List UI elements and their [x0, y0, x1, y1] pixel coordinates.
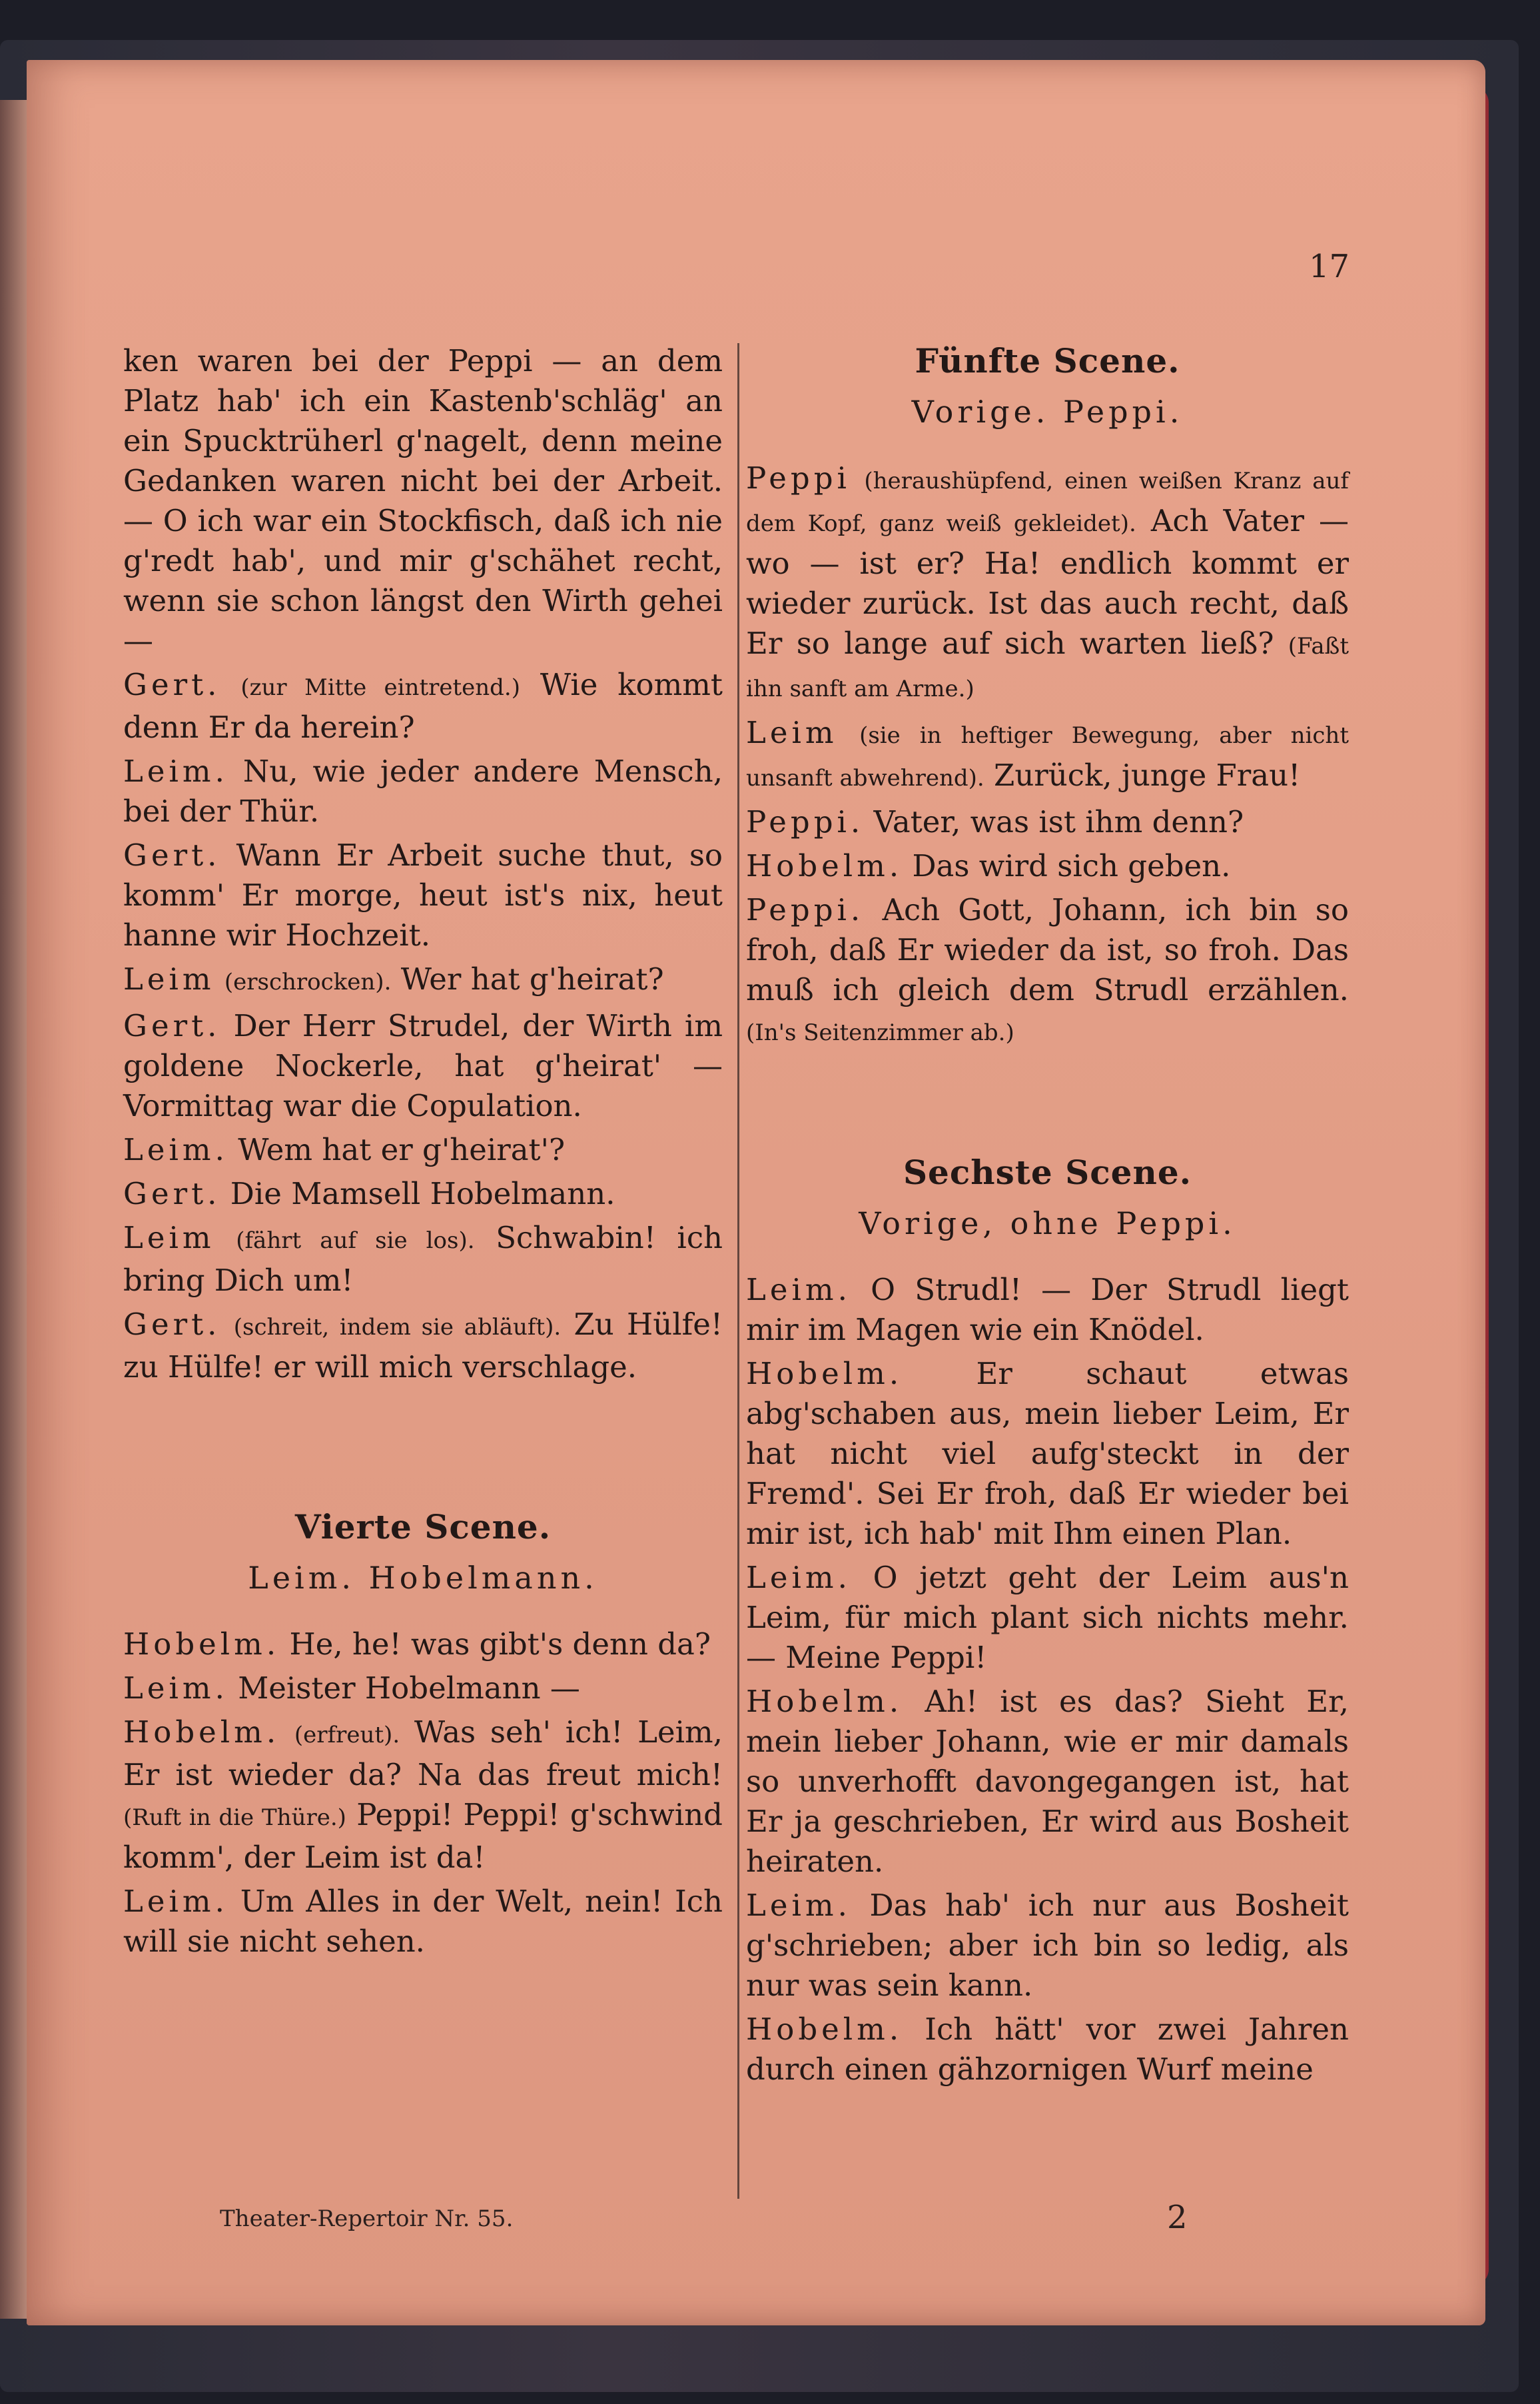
stage-direction: (erfreut). — [294, 1722, 400, 1748]
paragraph: Gert. Die Mamsell Hobelmann. — [123, 1176, 615, 1211]
paragraph: Gert. (zur Mitte eintretend.) Wie kommt denn Er da herein? — [123, 667, 723, 745]
stage-direction: (zur Mitte eintretend.) — [240, 674, 520, 701]
footer-signature: Theater-Repertoir Nr. 55. — [220, 2205, 514, 2232]
sheet-number: 2 — [1167, 2199, 1188, 2236]
speaker: Leim. — [123, 754, 228, 789]
paragraph: Gert. (schreit, indem sie abläuft). Zu Hülfe! zu Hülfe! er will mich verschlage. — [123, 1307, 723, 1385]
paragraph: Gert. Wann Er Arbeit suche thut, so komm' Er morge, heut ist's nix, heut hanne wir Hochzeit. — [123, 838, 723, 953]
paragraph: Leim (fährt auf sie los). Schwabin! ich bring Dich um! — [123, 1220, 723, 1298]
paragraph: Leim (erschrocken). Wer hat g'heirat? — [123, 961, 664, 997]
speaker: Gert. — [123, 667, 221, 702]
speaker: Gert. — [123, 1176, 221, 1211]
speaker: Peppi. — [746, 892, 865, 927]
speaker: Hobelm. — [746, 1684, 903, 1719]
scene-persons: Vorige, ohne Peppi. — [859, 1205, 1236, 1241]
speaker: Hobelm. — [123, 1626, 280, 1662]
speaker: Leim. — [746, 1888, 851, 1923]
scene-persons: Vorige. Peppi. — [911, 394, 1184, 430]
speaker: Hobelm. — [746, 2012, 903, 2047]
paragraph: Peppi (heraushüpfend, einen weißen Kranz auf dem Kopf, ganz weiß gekleidet). Ach Vater — wo — ist er? Ha! endlich kommt er wieder zurück. Ist das auch recht, daß Er so lange auf sich warten ließ? (Faßt ihn sanft am Arme.) — [746, 460, 1349, 702]
paragraph: Leim. O jetzt geht der Leim aus'n Leim, für mich plant sich nichts mehr. — Meine Peppi! — [746, 1560, 1349, 1675]
paragraph: Hobelm. (erfreut). Was seh' ich! Leim, Er ist wieder da? Na das freut mich! (Ruft in die Thüre.) Peppi! Peppi! g'schwind komm', der Leim ist da! — [123, 1714, 723, 1875]
paragraph: ken waren bei der Peppi — an dem Platz hab' ich ein Kastenb'schläg' an ein Spucktrüherl g'nagelt, denn meine Gedanken waren nicht bei der Arbeit. — O ich war ein Stockfisch, daß ich nie g'redt hab', und mir g'schähet recht, wenn sie schon längst den Wirth gehei— — [123, 343, 723, 658]
speaker: Gert. — [123, 838, 221, 873]
stage-direction: (heraushüpfend, einen weißen Kranz auf dem Kopf, ganz weiß gekleidet). — [746, 468, 1349, 537]
speaker: Leim — [123, 961, 215, 997]
scene-heading: Sechste Scene. — [903, 1153, 1192, 1192]
paragraph: Gert. Der Herr Strudel, der Wirth im goldene Nockerle, hat g'heirat' — Vormittag war die Copulation. — [123, 1008, 723, 1123]
paragraph: Peppi. Vater, was ist ihm denn? — [746, 804, 1244, 840]
scene-heading: Fünfte Scene. — [915, 341, 1180, 380]
right-column — [746, 341, 1349, 2094]
paragraph: Hobelm. Ich hätt' vor zwei Jahren durch einen gähzornigen Wurf meine — [746, 2012, 1349, 2087]
speaker: Gert. — [123, 1008, 221, 1043]
paragraph: Hobelm. Das wird sich geben. — [746, 848, 1231, 884]
paragraph: Leim. Wem hat er g'heirat'? — [123, 1132, 566, 1167]
speaker: Hobelm. — [746, 848, 903, 884]
speaker: Leim — [746, 715, 838, 750]
paragraph: Leim. Meister Hobelmann — — [123, 1670, 580, 1706]
stage-direction: (Faßt ihn sanft am Arme.) — [746, 633, 1349, 702]
paragraph: Leim (sie in heftiger Bewegung, aber nicht unsanft abwehrend). Zurück, junge Frau! — [746, 715, 1349, 793]
speaker: Leim. — [746, 1272, 851, 1307]
speaker: Gert. — [123, 1307, 221, 1342]
paragraph: Hobelm. Ah! ist es das? Sieht Er, mein lieber Johann, wie er mir damals so unverhofft davongegangen ist, hat Er ja geschrieben, Er wird aus Bosheit heiraten. — [746, 1684, 1349, 1879]
stage-direction: (fährt auf sie los). — [236, 1227, 475, 1254]
speaker: Leim — [123, 1220, 215, 1255]
speaker: Hobelm. — [123, 1714, 280, 1750]
column-divider — [737, 343, 739, 2199]
page-number: 17 — [1309, 248, 1350, 285]
speaker: Leim. — [123, 1884, 228, 1919]
speaker: Peppi. — [746, 804, 865, 840]
paragraph: Leim. Das hab' ich nur aus Bosheit g'schrieben; aber ich bin so ledig, als nur was sein kann. — [746, 1888, 1349, 2003]
paragraph: Leim. O Strudl! — Der Strudl liegt mir im Magen wie ein Knödel. — [746, 1272, 1349, 1347]
speaker: Leim. — [123, 1670, 228, 1706]
stage-direction: (sie in heftiger Bewegung, aber nicht unsanft abwehrend). — [746, 722, 1349, 792]
speaker: Leim. — [123, 1132, 228, 1167]
paragraph: Peppi. Ach Gott, Johann, ich bin so froh, daß Er wieder da ist, so froh. Das muß ich gleich dem Strudl erzählen. (In's Seitenzimmer ab.) — [746, 892, 1349, 1046]
paragraph: Leim. Nu, wie jeder andere Mensch, bei der Thür. — [123, 754, 723, 829]
left-column — [123, 341, 723, 1966]
stage-direction: (Ruft in die Thüre.) — [123, 1804, 346, 1831]
speaker: Peppi — [746, 460, 851, 496]
stage-direction: (erschrocken). — [224, 969, 392, 995]
paragraph: Leim. Um Alles in der Welt, nein! Ich will sie nicht sehen. — [123, 1884, 723, 1959]
scene-heading: Vierte Scene. — [294, 1507, 552, 1546]
paragraph: Hobelm. Er schaut etwas abg'schaben aus, mein lieber Leim, Er hat nicht viel aufg'steckt in der Fremd'. Sei Er froh, daß Er wieder bei mir ist, ich hab' mit Ihm einen Plan. — [746, 1356, 1349, 1551]
stage-direction: (In's Seitenzimmer ab.) — [746, 1019, 1014, 1046]
paragraph: Hobelm. He, he! was gibt's denn da? — [123, 1626, 711, 1662]
speaker: Leim. — [746, 1560, 851, 1595]
speaker: Hobelm. — [746, 1356, 903, 1391]
scene-persons: Leim. Hobelmann. — [248, 1560, 598, 1596]
stage-direction: (schreit, indem sie abläuft). — [233, 1314, 562, 1341]
